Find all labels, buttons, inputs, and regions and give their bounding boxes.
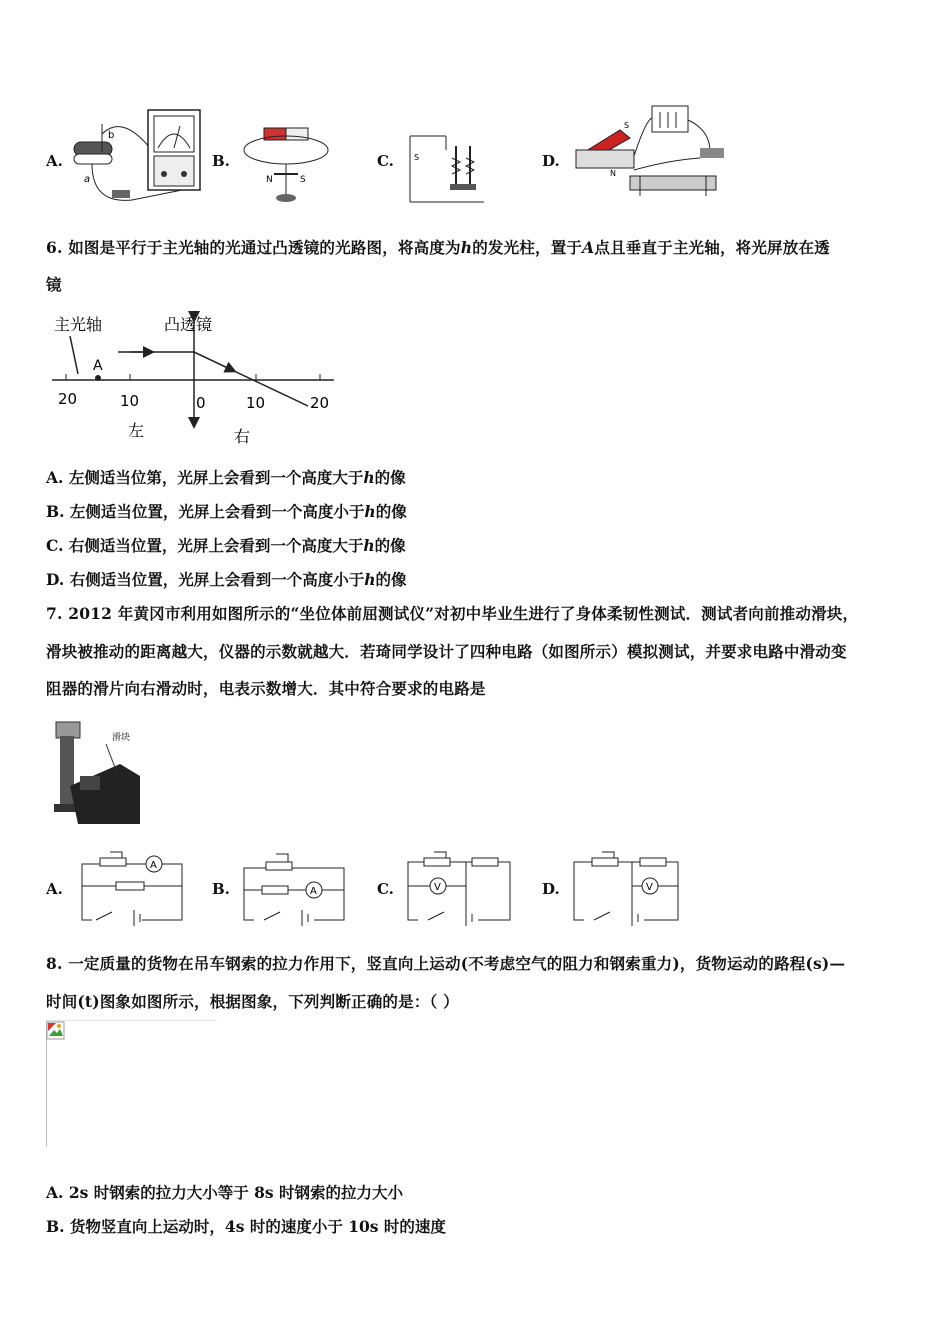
q5-figure-c [406, 128, 486, 204]
q6-var-a: A [582, 238, 595, 257]
q7-option-d-label[interactable]: D. [542, 880, 560, 898]
q5-fig-a-label-a: a [84, 174, 91, 185]
q6-point-a [95, 375, 101, 381]
q5-figure-d [570, 100, 730, 206]
q6-tick-20-right: 20 [310, 394, 330, 412]
q7-option-a-label[interactable]: A. [46, 880, 63, 898]
q7-stem-line3: 阻器的滑片向右滑动时，电表示数增大．其中符合要求的电路是 [46, 679, 486, 698]
q5-figure-b [240, 122, 336, 204]
q6-var-h: h [460, 238, 473, 257]
q7-stem-line2: 滑块被推动的距离越大，仪器的示数就越大．若琦同学设计了四种电路（如图所示）模拟测试，并要求电路中滑动变 [46, 642, 847, 661]
q6-option-c[interactable]: C. 右侧适当位置，光屏上会看到一个高度大于h的像 [46, 536, 406, 555]
q5-fig-d-s: S [624, 121, 630, 130]
q6-stem-text-c: 点且垂直于主光轴，将光屏放在透 [594, 238, 830, 257]
q7-option-b-label[interactable]: B. [212, 880, 230, 898]
q8-stem-line2: 时间(t)图象如图所示，根据图象，下列判断正确的是：（ ） [46, 992, 459, 1011]
q8-stem-line1: 8. 一定质量的货物在吊车钢索的拉力作用下，竖直向上运动(不考虑空气的阻力和钢索重力)，货物运动的路程(s)— [46, 954, 846, 973]
q6-tick-10-right: 10 [246, 394, 266, 412]
q7-circuit-a [78, 846, 186, 926]
q6-stem-line1 [46, 236, 830, 258]
svg-text:A: A [150, 860, 157, 871]
broken-image-icon [46, 1021, 66, 1041]
q6-lens-diagram [46, 308, 346, 450]
svg-text:V: V [646, 882, 653, 893]
q5-fig-b-s: S [300, 175, 306, 185]
q6-axis-label: 主光轴 [54, 315, 103, 334]
q5-option-a-label: A. [46, 152, 63, 170]
q7-option-c-label[interactable]: C. [377, 880, 394, 898]
q6-stem-text: 如图是平行于主光轴的光通过凸透镜的光路图，将高度为 [68, 238, 461, 257]
q5-option-c-label: C. [377, 152, 394, 170]
q7-circuit-d [570, 846, 682, 926]
q6-stem-text-b: 的发光柱，置于 [472, 238, 583, 257]
q6-option-b[interactable]: B. 左侧适当位置，光屏上会看到一个高度小于h的像 [46, 502, 407, 521]
q5-option-b-label: B. [212, 152, 230, 170]
q5-fig-c-s: S [414, 153, 420, 162]
q5-fig-b-n: N [266, 175, 273, 185]
q6-lens-label: 凸透镜 [164, 315, 213, 334]
q6-option-a[interactable]: A. 左侧适当位第，光屏上会看到一个高度大于h的像 [46, 468, 406, 487]
q7-device-photo [50, 716, 140, 824]
q5-fig-a-label-b: b [108, 130, 115, 141]
q7-circuit-b [240, 846, 348, 926]
q6-left-label: 左 [128, 421, 145, 440]
q6-right-label: 右 [234, 427, 251, 446]
q6-tick-0: 0 [196, 394, 206, 412]
q5-option-d-label: D. [542, 152, 560, 170]
q6-point-a-label: A [93, 358, 103, 374]
q7-circuit-c [404, 846, 514, 926]
q8-option-b[interactable]: B. 货物竖直向上运动时，4s 时的速度小于 10s 时的速度 [46, 1217, 446, 1236]
q7-stem-line1: 7. 2012 年黄冈市利用如图所示的“坐位体前屈测试仪”对初中毕业生进行了身体柔韧性测试．测试者向前推动滑块， [46, 604, 859, 623]
q7-slider-label: 滑块 [112, 733, 131, 743]
svg-text:A: A [310, 886, 317, 897]
q6-tick-20-left: 20 [58, 390, 78, 408]
svg-text:V: V [434, 882, 441, 893]
q6-stem-line2: 镜 [46, 275, 62, 294]
q5-fig-d-n: N [610, 169, 616, 178]
q8-option-a[interactable]: A. 2s 时钢索的拉力大小等于 8s 时钢索的拉力大小 [46, 1183, 404, 1202]
q8-graph-placeholder [46, 1020, 217, 1147]
q6-tick-10-left: 10 [120, 392, 140, 410]
q6-number: 6. [46, 238, 63, 257]
q5-figure-a [72, 104, 204, 208]
q6-axis-ticks [66, 374, 320, 380]
q6-option-d[interactable]: D. 右侧适当位置，光屏上会看到一个高度小于h的像 [46, 570, 407, 589]
